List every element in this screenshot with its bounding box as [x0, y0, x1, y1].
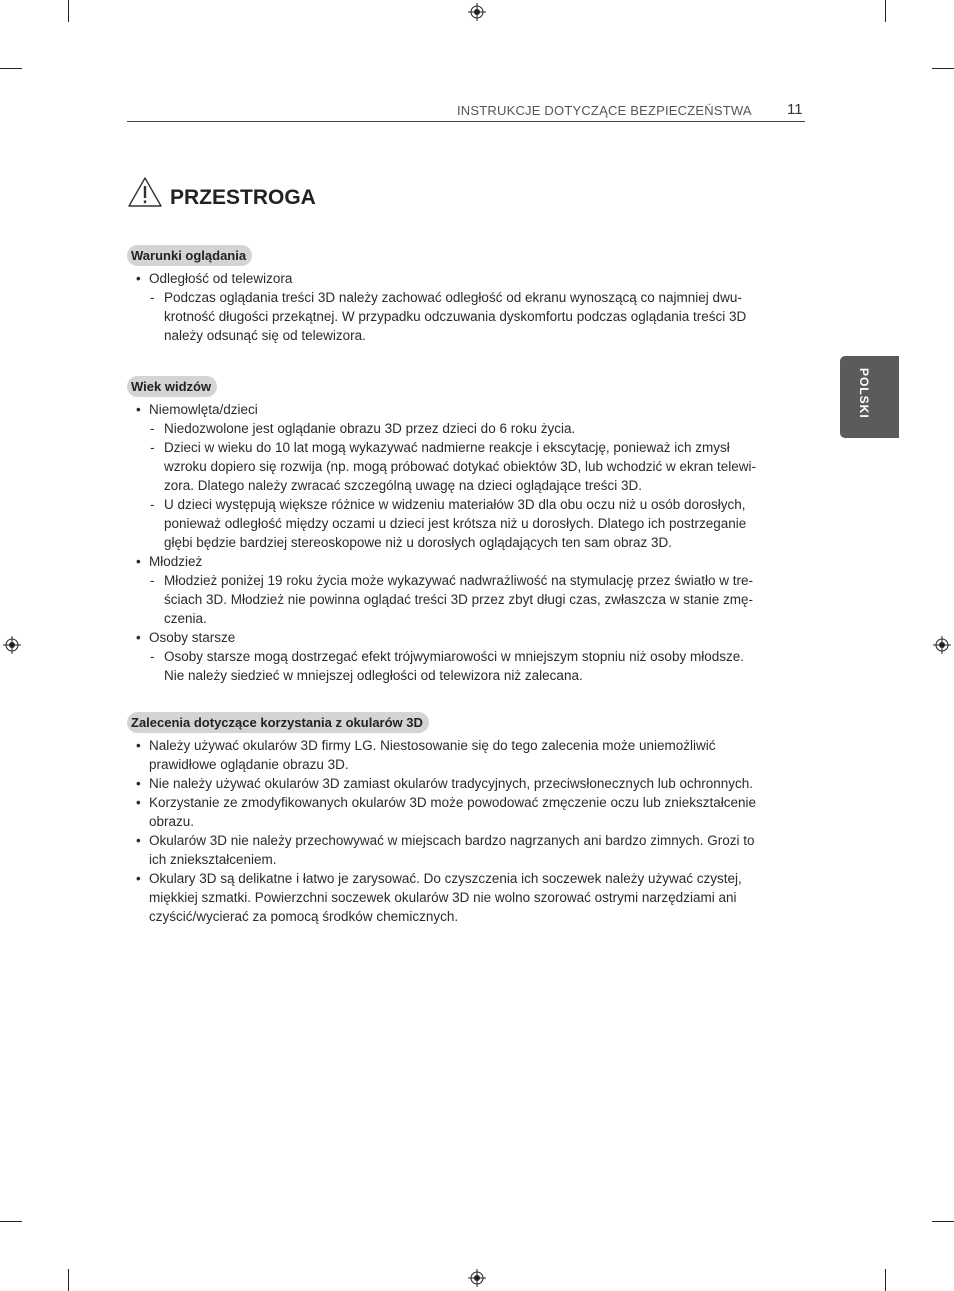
header-title: INSTRUKCJE DOTYCZĄCE BEZPIECZEŃSTWA — [457, 103, 752, 118]
registration-mark-icon — [468, 1269, 486, 1287]
text-line: - Dzieci w wieku do 10 lat mogą wykazywać nadmierne reakcje i ekscytację, ponieważ ich zmysł — [164, 440, 730, 455]
crop-mark — [932, 68, 954, 69]
text-line: ściach 3D. Młodzież nie powinna oglądać treści 3D przez zbyt długi czas, zwłaszcza w stanie zmę- — [164, 592, 753, 607]
dash-item — [127, 288, 807, 345]
registration-mark-icon — [468, 3, 486, 21]
warning-triangle-icon — [127, 176, 163, 208]
dash-item — [127, 438, 807, 495]
bullet-item — [127, 774, 807, 793]
section-viewer-age — [127, 376, 807, 685]
text-line: - U dzieci występują większe różnice w widzeniu materiałów 3D dla obu oczu niż u osób dorosłych, — [164, 497, 746, 512]
registration-mark-icon — [3, 636, 21, 654]
text-line: wzroku dopiero się rozwija (np. mogą próbować dotykać obiektów 3D, lub wchodzić w ekran telewi- — [164, 459, 757, 474]
text-line: należy odsunąć się od telewizora. — [164, 328, 366, 343]
text-line: Nie należy siedzieć w mniejszej odległości od telewizora niż zalecana. — [164, 668, 583, 683]
section-heading: Wiek widzów — [127, 376, 217, 397]
crop-mark — [68, 1269, 69, 1291]
text-line: czyścić/wycierać za pomocą środków chemicznych. — [149, 909, 459, 924]
caution-title: PRZESTROGA — [170, 186, 316, 209]
registration-mark-icon — [933, 636, 951, 654]
text-line: • Okulary 3D są delikatne i łatwo je zarysować. Do czyszczenia ich soczewek należy używać czystej, — [149, 871, 742, 886]
text-line: • Okularów 3D nie należy przechowywać w miejscach bardzo nagrzanych ani bardzo zimnych. Grozi to — [149, 833, 755, 848]
header-divider — [127, 121, 805, 122]
bullet-item — [127, 831, 807, 869]
text-line: • Należy używać okularów 3D firmy LG. Niestosowanie się do tego zalecenia może uniemożliwić — [149, 738, 716, 753]
text-line: czenia. — [164, 611, 207, 626]
text-line: • Korzystanie ze zmodyfikowanych okularów 3D może powodować zmęczenie oczu lub zniekształcenie — [149, 795, 757, 810]
bullet-item — [127, 736, 807, 774]
text-line: krotność długości przekątnej. W przypadku odczuwania dyskomfortu podczas oglądania treści 3D — [164, 309, 747, 324]
bullet-item — [127, 793, 807, 831]
text-line: zora. Dlatego należy zwracać szczególną uwagę na dzieci oglądające treści 3D. — [164, 478, 643, 493]
language-tab-label: POLSKI — [857, 368, 871, 419]
text-line: ponieważ odległość między oczami u dzieci jest krótsza niż u dorosłych. Dlatego ich postrzeganie — [164, 516, 747, 531]
text-line: ich zniekształceniem. — [149, 852, 277, 867]
text-line: miękkiej szmatki. Powierzchni soczewek okularów 3D nie wolno szorować ostrymi narzędziami ani — [149, 890, 737, 905]
text-line: głębi będzie bardziej stereoskopowe niż u dorosłych oglądających ten sam obraz 3D. — [164, 535, 673, 550]
dash-item — [127, 647, 807, 685]
text-line: prawidłowe oglądanie obrazu 3D. — [149, 757, 349, 772]
text-line: - Niedozwolone jest oglądanie obrazu 3D przez dzieci do 6 roku życia. — [164, 421, 576, 436]
language-tab — [840, 356, 899, 438]
dash-item — [127, 419, 807, 438]
section-3d-glasses — [127, 712, 807, 926]
text-line: • Nie należy używać okularów 3D zamiast okularów tradycyjnych, przeciwsłonecznych lub ochronnych. — [149, 776, 754, 791]
page-number: 11 — [787, 101, 803, 118]
bullet-item — [127, 869, 807, 926]
text-line: obrazu. — [149, 814, 195, 829]
bullet-item: • Niemowlęta/dzieci — [127, 400, 807, 419]
bullet-item: • Osoby starsze — [127, 628, 807, 647]
bullet-item: • Młodzież — [127, 552, 807, 571]
crop-mark — [932, 1221, 954, 1222]
crop-mark — [68, 0, 69, 22]
dash-item — [127, 495, 807, 552]
dash-item — [127, 571, 807, 628]
section-heading: Warunki oglądania — [127, 245, 252, 266]
section-heading: Zalecenia dotyczące korzystania z okularów 3D — [127, 712, 429, 733]
crop-mark — [0, 68, 22, 69]
section-viewing-conditions — [127, 245, 807, 345]
crop-mark — [0, 1221, 22, 1222]
crop-mark — [885, 1269, 886, 1291]
crop-mark — [885, 0, 886, 22]
bullet-item: • Odległość od telewizora — [127, 269, 807, 288]
text-line: - Osoby starsze mogą dostrzegać efekt trójwymiarowości w mniejszym stopniu niż osoby młodsze. — [164, 649, 744, 664]
text-line: - Podczas oglądania treści 3D należy zachować odległość od ekranu wynoszącą co najmniej dwu- — [164, 290, 742, 305]
text-line: - Młodzież poniżej 19 roku życia może wykazywać nadwrażliwość na stymulację przez światło w tre- — [164, 573, 753, 588]
